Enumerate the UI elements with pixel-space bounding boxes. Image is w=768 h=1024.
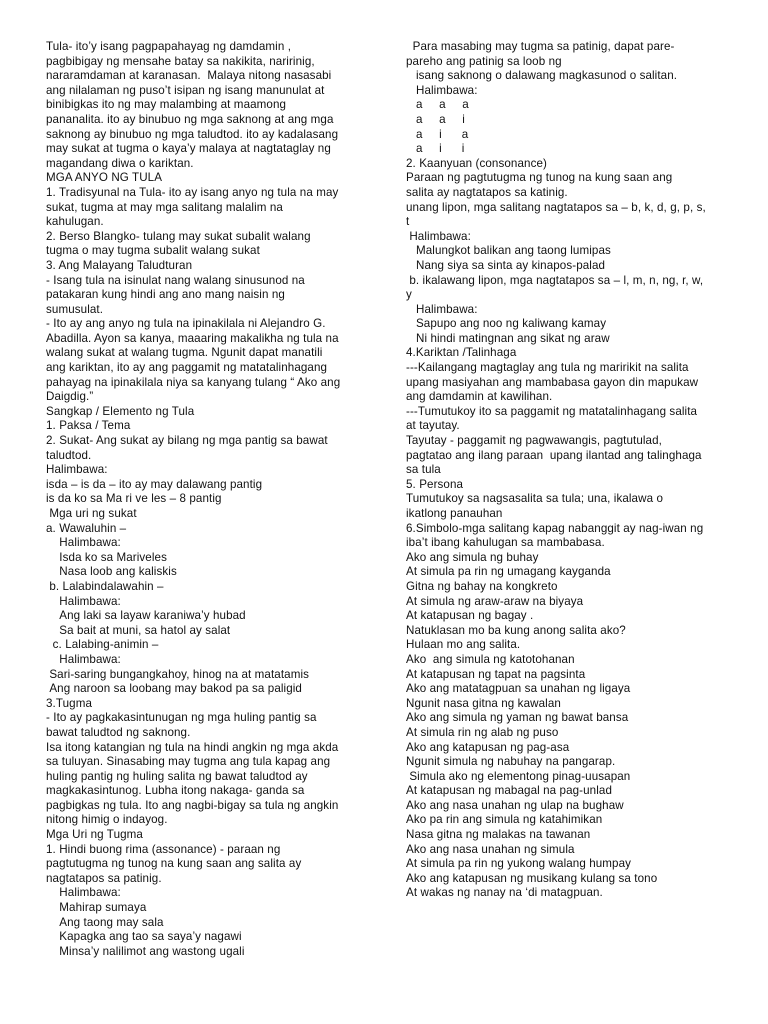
- right-column-line: a a i: [406, 112, 465, 126]
- right-column-line: ikatlong panauhan: [406, 507, 503, 520]
- left-column-line: Halimbawa:: [46, 536, 121, 550]
- right-column-line: Tayutay - paggamit ng pagwawangis, pagtutulad,: [406, 434, 662, 448]
- left-column-line: - Isang tula na isinulat nang walang sinusunod na: [46, 273, 305, 287]
- left-column-line: - Ito ay ang anyo ng tula na ipinakilala ni Alejandro G.: [46, 317, 326, 331]
- right-column-line: b. ikalawang lipon, mga nagtatapos sa – l, m, n, ng, r, w,: [406, 273, 704, 287]
- right-column-line: At wakas ng nanay na ‘di matagpuan.: [406, 886, 603, 900]
- left-column-line: MGA ANYO NG TULA: [46, 171, 163, 185]
- right-column-line: At katapusan ng bagay .: [406, 609, 534, 623]
- left-column-line: isda – is da – ito ay may dalawang pantig: [46, 477, 263, 491]
- left-column-line: tugma o may tugma subalit walang sukat: [46, 244, 260, 258]
- left-column-line: b. Lalabindalawahin –: [46, 579, 164, 593]
- right-column-line: Gitna ng bahay na kongkreto: [406, 579, 558, 593]
- left-column-line: 3. Ang Malayang Taludturan: [46, 258, 193, 272]
- left-column-line: Mahirap sumaya: [46, 901, 147, 915]
- right-column-line: unang lipon, mga salitang nagtatapos sa – b, k, d, g, p, s,: [406, 200, 706, 214]
- right-column-line: Ako ang simula ng katotohanan: [406, 652, 575, 666]
- right-column-line: Hulaan mo ang salita.: [406, 638, 521, 652]
- right-column-line: a i i: [406, 142, 465, 156]
- left-column: [46, 40, 360, 959]
- left-column-line: Isda ko sa Mariveles: [46, 550, 167, 564]
- left-column-line: Kapagka ang tao sa saya’y nagawi: [46, 930, 242, 944]
- right-column-line: iba’t ibang kahulugan sa mambabasa.: [406, 536, 605, 550]
- left-column-line: Sa bait at muni, sa hatol ay salat: [46, 623, 231, 637]
- right-column-line: Ako ang matatagpuan sa unahan ng ligaya: [406, 682, 631, 696]
- left-column-line: ang kariktan, ito ay ang paggamit ng matatalinhagang: [46, 361, 328, 375]
- right-column-line: isang saknong o dalawang magkasunod o salitan.: [406, 69, 678, 83]
- right-column-line: pagtatao ang ilang paraan upang ilantad ang talinghaga: [406, 448, 702, 462]
- left-column-line: pahayag na ipinakilala niya sa kanyang tulang “ Ako ang: [46, 375, 341, 389]
- left-column-line: Mga Uri ng Tugma: [46, 828, 143, 842]
- left-column-line: taludtod.: [46, 448, 92, 462]
- right-column-line: Ako ang simula ng buhay: [406, 550, 539, 564]
- left-column-line: Ang taong may sala: [46, 915, 164, 929]
- right-column-line: Nang siya sa sinta ay kinapos-palad: [406, 258, 606, 272]
- left-column-line: nararamdaman at karanasan. Malaya nitong nasasabi: [46, 69, 332, 83]
- left-column-line: Halimbawa:: [46, 886, 121, 900]
- left-column-line: pananalita. ito ay binubuo ng mga saknong at ang mga: [46, 112, 334, 126]
- left-column-line: 2. Sukat- Ang sukat ay bilang ng mga pantig sa bawat: [46, 434, 328, 448]
- left-column-line: 1. Paksa / Tema: [46, 419, 131, 433]
- right-column-line: Tumutukoy sa nagsasalita sa tula; una, ikalawa o: [406, 492, 663, 506]
- right-column-line: Nasa gitna ng malakas na tawanan: [406, 828, 591, 842]
- right-column-line: Simula ako ng elementong pinag-uusapan: [406, 769, 631, 783]
- left-column-line: bawat taludtod ng saknong.: [46, 725, 191, 739]
- right-column-line: At katapusan ng tapat na pagsinta: [406, 667, 586, 681]
- right-column-line: ---Tumutukoy ito sa paggamit ng matatalinhagang salita: [406, 404, 698, 418]
- right-column: [406, 40, 726, 901]
- right-column-line: Sapupo ang noo ng kaliwang kamay: [406, 317, 607, 331]
- right-column-line: a a a: [406, 98, 469, 112]
- left-column-line: sumusulat.: [46, 302, 104, 316]
- left-column-line: ang nilalaman ng puso’t isipan ng isang manunulat at: [46, 83, 325, 97]
- left-column-line: 2. Berso Blangko- tulang may sukat subalit walang: [46, 229, 311, 243]
- right-column-line: At simula rin ng alab ng puso: [406, 725, 559, 739]
- right-column-line: Ako pa rin ang simula ng katahimikan: [406, 813, 603, 827]
- left-column-line: magandang diwa o kariktan.: [46, 156, 194, 170]
- right-column-line: t: [406, 215, 410, 229]
- right-column-line: 5. Persona: [406, 477, 464, 491]
- left-column-line: Halimbawa:: [46, 594, 121, 608]
- left-column-line: kahulugan.: [46, 215, 104, 229]
- left-column-line: Ang laki sa layaw karaniwa’y hubad: [46, 609, 246, 623]
- left-column-line: pagbigkas ng tula. Ito ang nagbi-bigay sa tula ng angkin: [46, 798, 339, 812]
- left-column-line: Tula- ito’y isang pagpapahayag ng damdamin ,: [46, 40, 292, 53]
- right-column-line: a i a: [406, 127, 469, 141]
- left-column-line: Abadilla. Ayon sa kanya, maaaring makalikha ng tula na: [46, 331, 339, 345]
- left-column-line: Sari-saring bungangkahoy, hinog na at matatamis: [46, 667, 310, 681]
- left-column-line: Isa itong katangian ng tula na hindi angkin ng mga akda: [46, 740, 339, 754]
- left-column-line: Ang naroon sa loobang may bakod pa sa paligid: [46, 682, 302, 696]
- right-column-line: sa tula: [406, 463, 441, 477]
- right-column-line: 2. Kaanyuan (consonance): [406, 156, 547, 170]
- left-column-line: sa tuluyan. Sinasabing may tugma ang tula kapag ang: [46, 755, 331, 769]
- right-column-line: Natuklasan mo ba kung anong salita ako?: [406, 623, 626, 637]
- left-column-line: 1. Hindi buong rima (assonance) - paraan ng: [46, 842, 281, 856]
- left-column-line: - Ito ay pagkakasintunugan ng mga huling pantig sa: [46, 711, 317, 725]
- left-column-line: 1. Tradisyunal na Tula- ito ay isang anyo ng tula na may: [46, 185, 339, 199]
- left-column-line: Nasa loob ang kaliskis: [46, 565, 177, 579]
- left-column-line: Sangkap / Elemento ng Tula: [46, 404, 195, 418]
- right-column-line: At simula pa rin ng yukong walang humpay: [406, 857, 632, 871]
- left-column-line: walang sukat at walang tugma. Ngunit dapat manatili: [46, 346, 323, 360]
- right-column-line: ang damdamin at kawilihan.: [406, 390, 553, 404]
- left-column-line: nagtatapos sa patinig.: [46, 871, 162, 885]
- left-column-line: binibigkas ito ng may malambing at maamong: [46, 98, 287, 112]
- left-column-line: magkakasintunog. Lubha itong nakaga- ganda sa: [46, 784, 305, 798]
- right-column-line: At katapusan ng mabagal na pag-unlad: [406, 784, 612, 798]
- right-column-line: Ako ang katapusan ng musikang kulang sa tono: [406, 871, 658, 885]
- right-column-line: Ako ang nasa unahan ng ulap na bughaw: [406, 798, 624, 812]
- left-column-line: a. Wawaluhin –: [46, 521, 127, 535]
- right-column-line: Para masabing may tugma sa patinig, dapat pare-: [406, 40, 675, 53]
- left-column-line: patakaran kung hindi ang ano mang naisin ng: [46, 288, 285, 302]
- left-column-line: may sukat at tugma o kaya’y malaya at nagtataglay ng: [46, 142, 331, 156]
- right-column-line: Halimbawa:: [406, 302, 478, 316]
- right-column-line: At simula pa rin ng umagang kayganda: [406, 565, 611, 579]
- right-column-line: Halimbawa:: [406, 229, 471, 243]
- left-column-line: huling pantig ng huling salita ng bawat taludtod ay: [46, 769, 308, 783]
- left-column-line: 3.Tugma: [46, 696, 93, 710]
- left-column-line: Daigdig.”: [46, 390, 94, 404]
- left-column-line: Halimbawa:: [46, 652, 121, 666]
- left-column-line: Minsa’y nalilimot ang wastong ugali: [46, 944, 245, 958]
- right-column-line: Ako ang katapusan ng pag-asa: [406, 740, 570, 754]
- right-column-line: ---Kailangang magtaglay ang tula ng maririkit na salita: [406, 361, 689, 375]
- right-column-line: 4.Kariktan /Talinhaga: [406, 346, 517, 360]
- right-column-line: Ngunit nasa gitna ng kawalan: [406, 696, 561, 710]
- right-column-line: salita ay nagtatapos sa katinig.: [406, 185, 568, 199]
- left-column-line: Mga uri ng sukat: [46, 507, 137, 520]
- left-column-line: c. Lalabing-animin –: [46, 638, 159, 652]
- left-column-line: sukat, tugma at may mga salitang malalim na: [46, 200, 283, 214]
- left-column-line: is da ko sa Ma ri ve les – 8 pantig: [46, 492, 222, 506]
- right-column-line: Ngunit simula ng nabuhay na pangarap.: [406, 755, 616, 769]
- right-column-line: Ako ang simula ng yaman ng bawat bansa: [406, 711, 629, 725]
- left-column-line: saknong ay binubuo ng mga taludtod. ito ay kadalasang: [46, 127, 339, 141]
- right-column-line: Halimbawa:: [406, 83, 478, 97]
- right-column-line: y: [406, 288, 412, 302]
- right-column-line: at tayutay.: [406, 419, 460, 433]
- left-column-line: pagtutugma ng tunog na kung saan ang salita ay: [46, 857, 302, 871]
- left-column-line: Halimbawa:: [46, 463, 108, 477]
- left-column-line: pagbibigay ng mensahe batay sa nakikita, naririnig,: [46, 54, 315, 68]
- right-column-line: Malungkot balikan ang taong lumipas: [406, 244, 611, 258]
- right-column-line: Paraan ng pagtutugma ng tunog na kung saan ang: [406, 171, 673, 185]
- right-column-line: At simula ng araw-araw na biyaya: [406, 594, 584, 608]
- right-column-line: pareho ang patinig sa loob ng: [406, 54, 562, 68]
- right-column-line: 6.Simbolo-mga salitang kapag nabanggit ay nag-iwan ng: [406, 521, 704, 535]
- right-column-line: Ako ang nasa unahan ng simula: [406, 842, 575, 856]
- left-column-line: nitong himig o indayog.: [46, 813, 168, 827]
- right-column-line: upang masiyahan ang mambabasa gayon din mapukaw: [406, 375, 699, 389]
- right-column-line: Ni hindi matingnan ang sikat ng araw: [406, 331, 610, 345]
